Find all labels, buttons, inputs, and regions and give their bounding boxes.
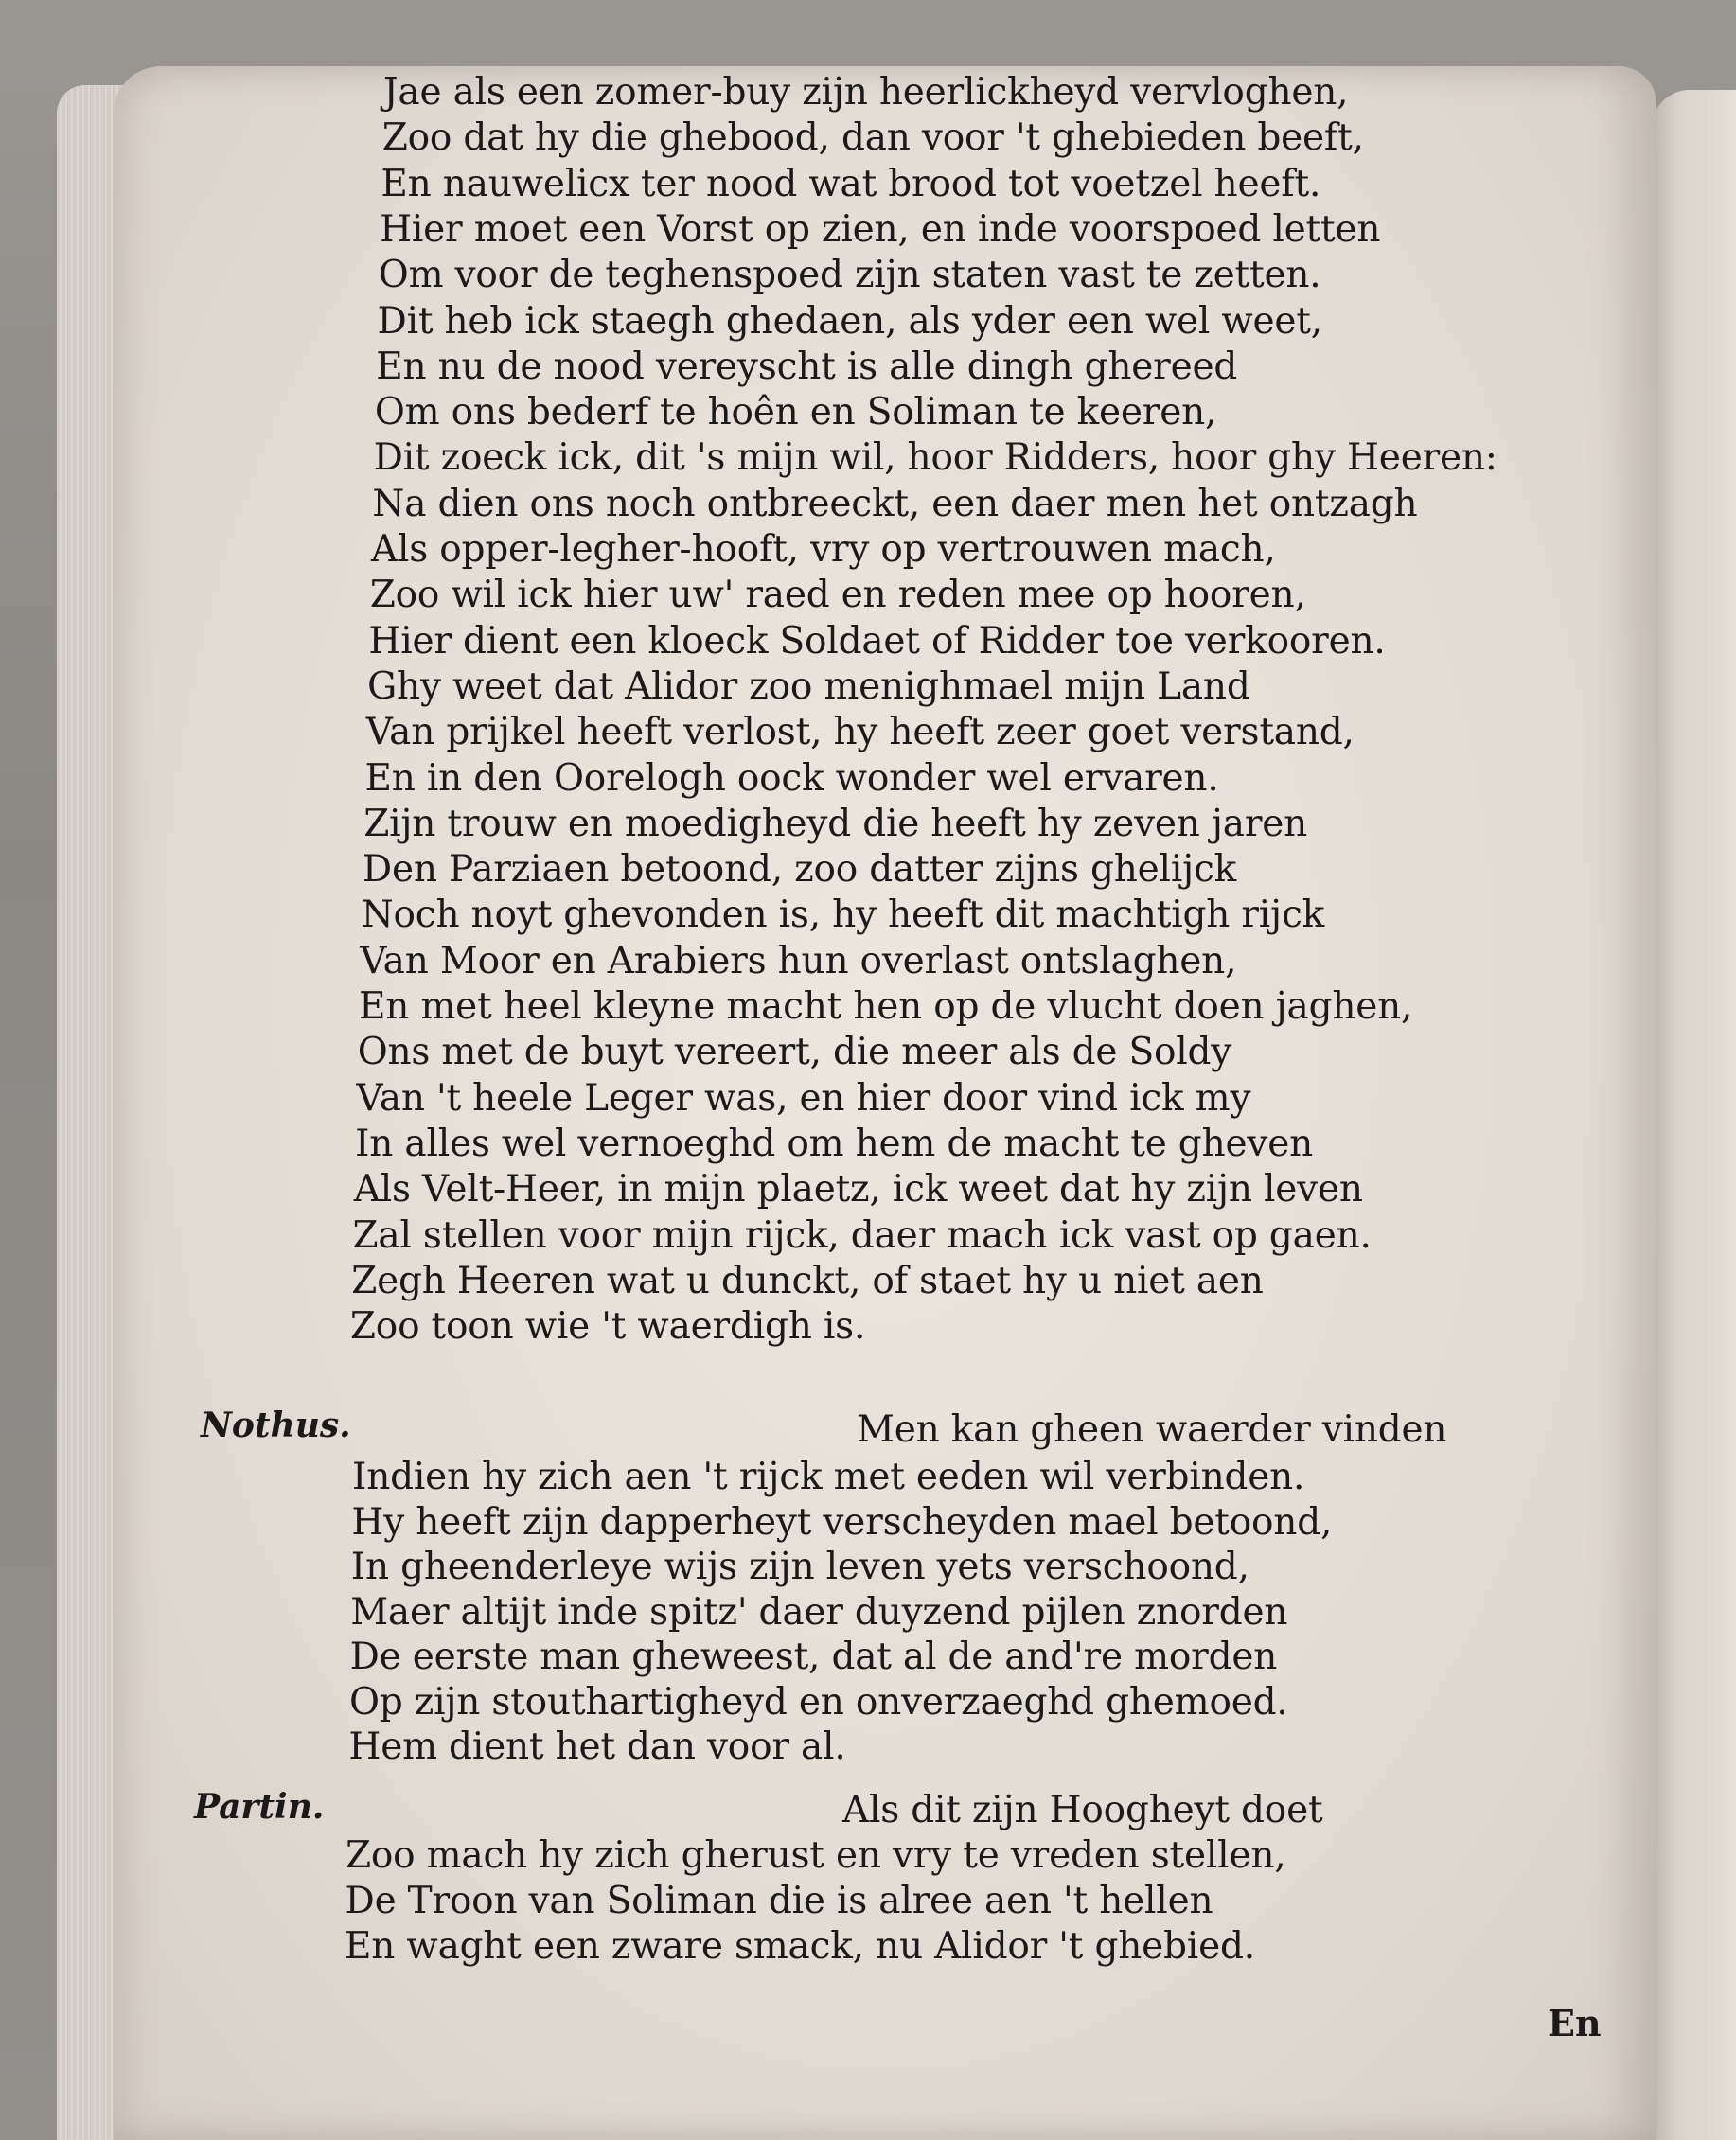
verse-line: Om ons bederf te hoên en Soliman te keeren, <box>374 391 1217 434</box>
verse-line: Op zijn stouthartigheyd en onverzaeghd ghemoed. <box>349 1680 1288 1724</box>
book-page <box>114 66 1656 2140</box>
verse-line: In alles wel vernoeghd om hem de macht te gheven <box>355 1122 1313 1165</box>
verse-line: Hem dient het dan voor al. <box>348 1725 846 1768</box>
facing-page-edge <box>1652 90 1736 2140</box>
verse-line: Van 't heele Leger was, en hier door vind ick my <box>356 1076 1251 1120</box>
verse-line: Ons met de buyt vereert, die meer als de Soldy <box>357 1031 1232 1074</box>
verse-line: Dit zoeck ick, dit 's mijn wil, hoor Ridders, hoor ghy Heeren: <box>373 436 1497 480</box>
catchword: En <box>1548 2002 1602 2044</box>
verse-line: Ghy weet dat Alidor zoo menighmael mijn Land <box>367 664 1250 708</box>
speaker-partin: Partin. <box>194 1787 325 1827</box>
verse-line: Zoo dat hy die ghebood, dan voor 't ghebieden beeft, <box>381 116 1364 160</box>
verse-line: De Troon van Soliman die is alree aen 't hellen <box>345 1880 1213 1922</box>
verse-line-nothus-first: Men kan gheen waerder vinden <box>857 1408 1447 1451</box>
verse-line: En nu de nood vereyscht is alle dingh ghereed <box>376 345 1238 388</box>
verse-line: Als Velt-Heer, in mijn plaetz, ick weet dat hy zijn leven <box>353 1168 1363 1211</box>
verse-line: Als opper-legher-hooft, vry op vertrouwen mach, <box>371 528 1276 571</box>
verse-line: De eerste man gheweest, dat al de and're morden <box>349 1636 1278 1678</box>
verse-line: Zoo wil ick hier uw' raed en reden mee op hooren, <box>369 574 1306 617</box>
verse-line: En in den Oorelogh oock wonder wel ervaren. <box>364 756 1219 800</box>
verse-line: En waght een zware smack, nu Alidor 't ghebied. <box>345 1925 1255 1968</box>
verse-line: In gheenderleye wijs zijn leven yets verschoond, <box>350 1546 1249 1588</box>
verse-line: Jae als een zomer-buy zijn heerlickheyd vervloghen, <box>383 71 1349 114</box>
verse-line-partin-first: Als dit zijn Hoogheyt doet <box>842 1789 1323 1831</box>
verse-line: Zijn trouw en moedigheyd die heeft hy zeven jaren <box>363 802 1308 845</box>
verse-line: Hier moet een Vorst op zien, en inde voorspoed letten <box>380 207 1381 251</box>
verse-line: Noch noyt ghevonden is, hy heeft dit machtigh rijck <box>361 893 1325 937</box>
verse-line: Indien hy zich aen 't rijck met eeden wil verbinden. <box>352 1456 1305 1498</box>
verse-line: Zal stellen voor mijn rijck, daer mach ick vast op gaen. <box>352 1213 1372 1257</box>
verse-line: Zoo mach hy zich gherust en vry te vreden stellen, <box>345 1834 1286 1877</box>
verse-line: Den Parziaen betoond, zoo datter zijns ghelijck <box>362 848 1237 892</box>
verse-line: En met heel kleyne macht hen op de vlucht doen jaghen, <box>359 985 1413 1028</box>
verse-line: Maer altijt inde spitz' daer duyzend pijlen znorden <box>350 1590 1288 1634</box>
verse-line: Dit heb ick staegh ghedaen, als yder een wel weet, <box>377 299 1322 343</box>
verse-line: Om voor de teghenspoed zijn staten vast te zetten. <box>378 254 1321 297</box>
speaker-nothus: Nothus. <box>201 1406 351 1445</box>
verse-line: Van Moor en Arabiers hun overlast ontslaghen, <box>360 939 1237 982</box>
verse-line: Van prijkel heeft verlost, hy heeft zeer goet verstand, <box>365 711 1355 754</box>
verse-line: Zoo toon wie 't waerdigh is. <box>349 1305 866 1349</box>
verse-line: Na dien ons noch ontbreeckt, een daer men het ontzagh <box>372 482 1418 525</box>
verse-line: Zegh Heeren wat u dunckt, of staet hy u niet aen <box>351 1259 1264 1302</box>
verse-line: Hy heeft zijn dapperheyt verscheyden mael betoond, <box>351 1500 1333 1544</box>
verse-line: Hier dient een kloeck Soldaet of Ridder toe verkooren. <box>368 619 1386 663</box>
verse-line: En nauwelicx ter nood wat brood tot voetzel heeft. <box>381 162 1321 205</box>
